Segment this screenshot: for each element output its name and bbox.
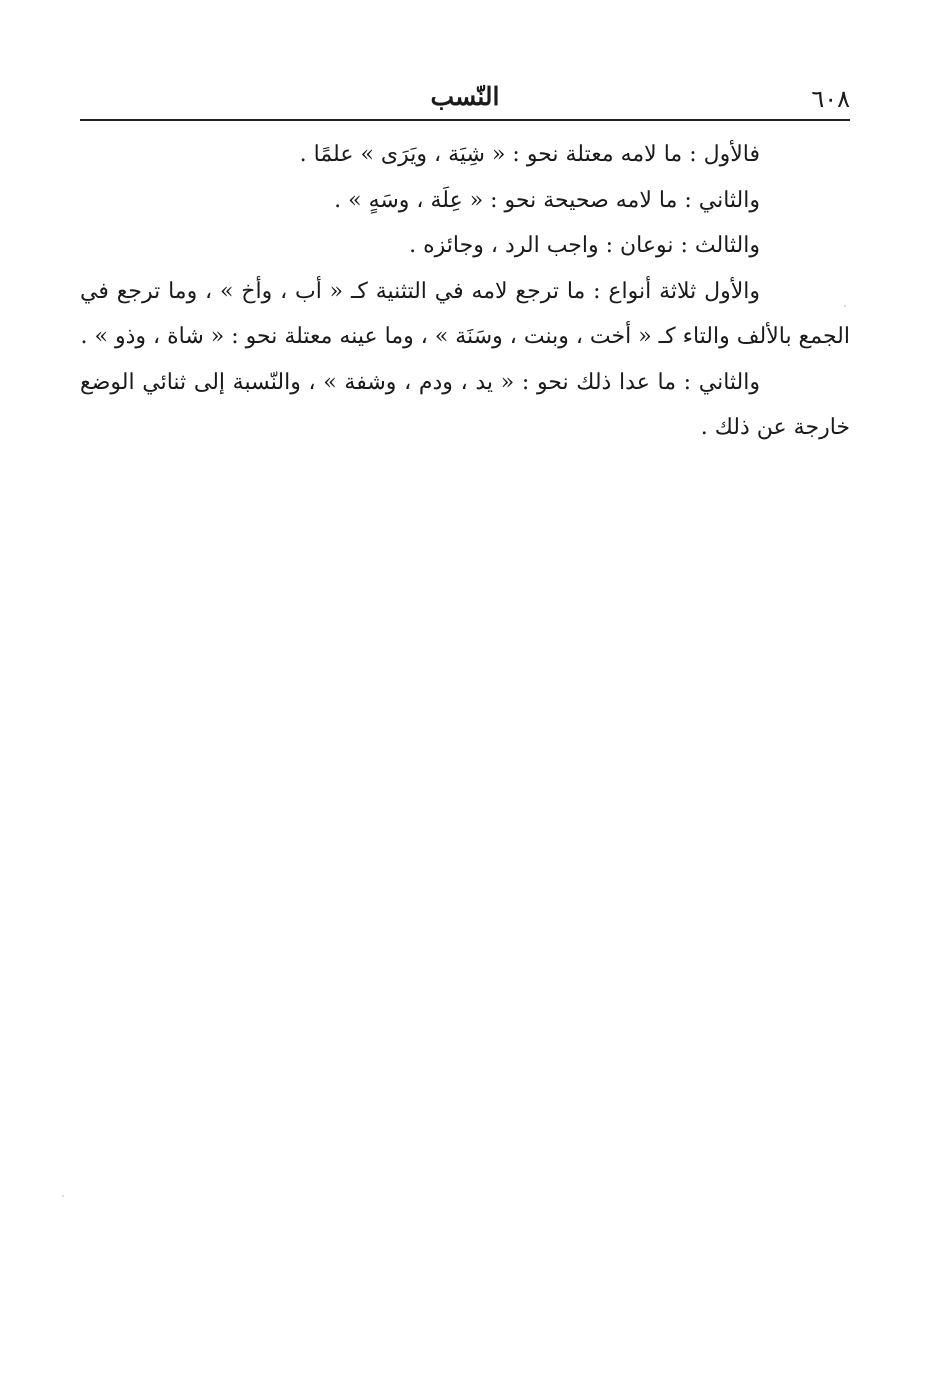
text-line: خارجة عن ذلك . (700, 415, 850, 440)
text-line: والثاني : ما عدا ذلك نحو : « يد ، ودم ، وشفة » ، والنّسبة إلى ثنائي الوضع (80, 369, 760, 395)
scan-speck (844, 305, 846, 307)
scan-speck (62, 1195, 64, 1197)
page-header (80, 80, 850, 120)
body-text (80, 132, 850, 451)
text-line: والأول ثلاثة أنواع : ما ترجع لامه في التثنية كـ « أب ، وأخ » ، وما ترجع في (80, 278, 760, 304)
text-line: والثاني : ما لامه صحيحة نحو : « عِلَة ، وسَهٍ » . (334, 187, 760, 213)
header-rule (80, 119, 850, 121)
running-title: النّسب (430, 82, 500, 111)
text-line: والثالث : نوعان : واجب الرد ، وجائزه . (409, 233, 760, 258)
text-line: فالأول : ما لامه معتلة نحو : « شِيَة ، ويَرَى » علمًا . (299, 142, 760, 167)
page-number: ٦٠٨ (811, 85, 850, 113)
text-line: الجمع بالألف والتاء كـ « أخت ، وبنت ، وسَنَة » ، وما عينه معتلة نحو : « شاة ، وذو » . (80, 324, 850, 349)
